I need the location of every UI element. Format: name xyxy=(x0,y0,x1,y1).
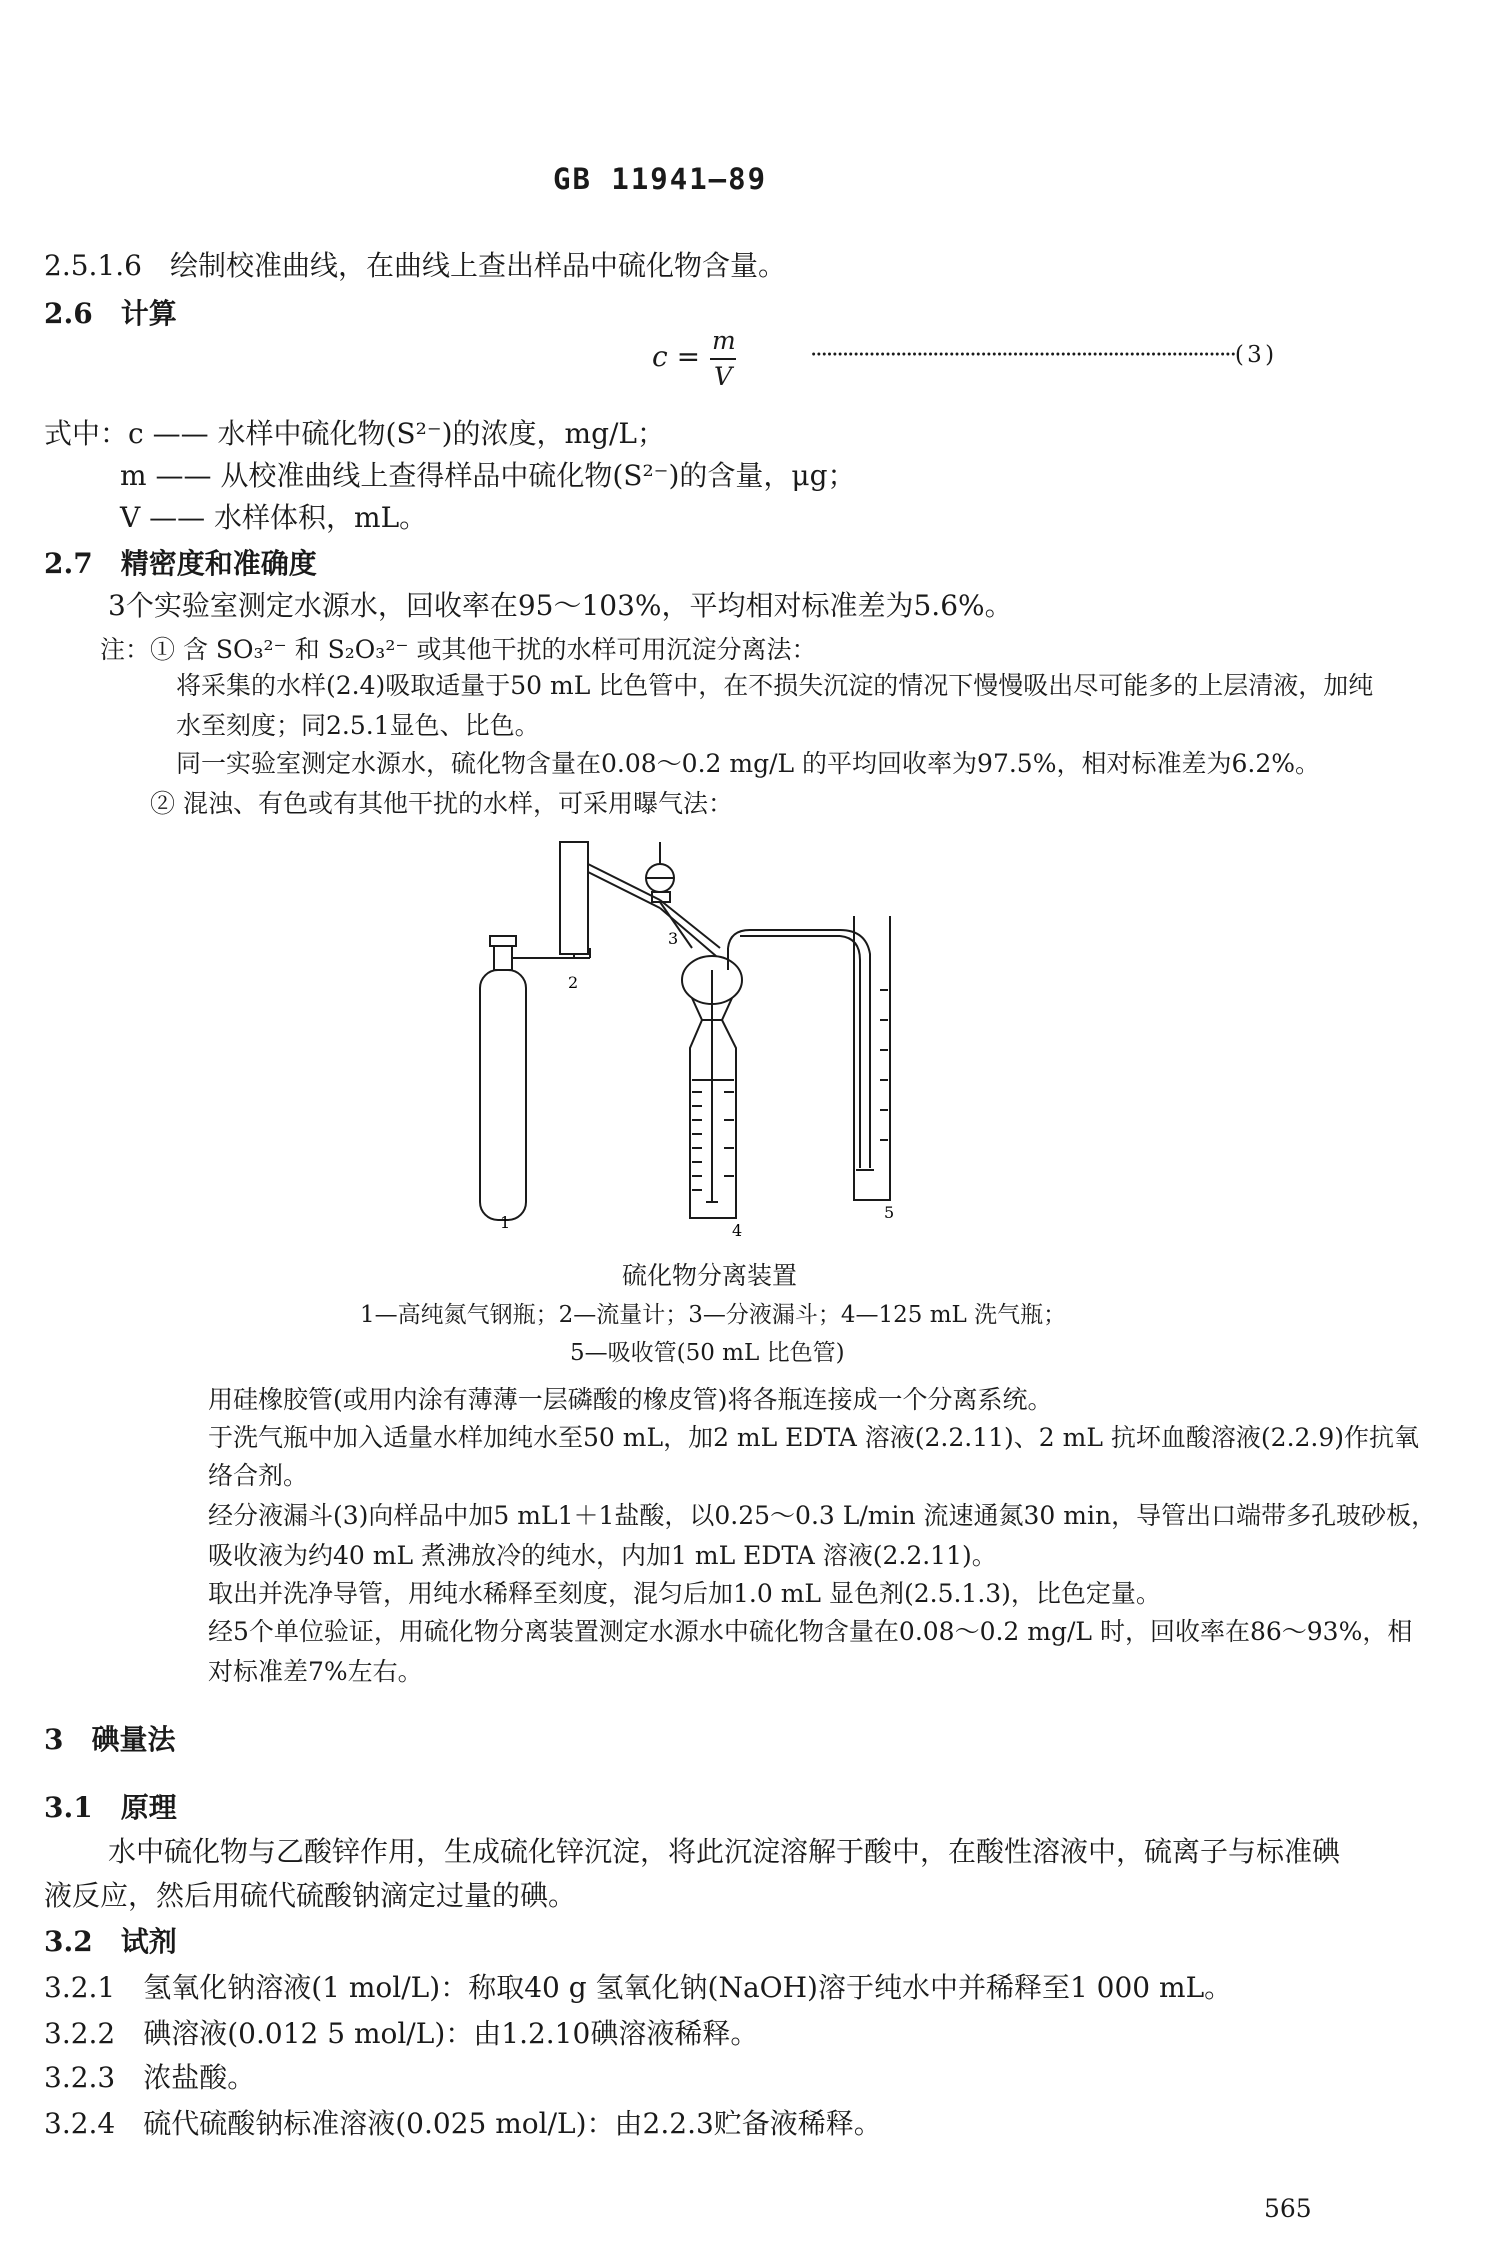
figure-title: 硫化物分离装置 xyxy=(622,1261,798,1290)
absorption-tube xyxy=(840,916,890,1200)
figure-caption-2: 5—吸收管(50 mL 比色管) xyxy=(570,1340,845,1366)
flow-meter xyxy=(560,842,720,958)
label-4: 4 xyxy=(732,1221,743,1240)
section-2-6-heading: 2.6 计算 xyxy=(44,297,177,330)
formula-numerator: m xyxy=(712,326,736,355)
section-3-2-1: 3.2.1 氢氧化钠溶液(1 mol/L)：称取40 g 氢氧化钠(NaOH)溶于纯水中并稀释至1 000 mL。 xyxy=(44,1971,1233,2004)
section-2-7-heading: 2.7 精密度和准确度 xyxy=(44,547,317,580)
where-c: 式中：c —— 水样中硫化物(S²⁻)的浓度，mg/L； xyxy=(44,417,666,450)
label-3: 3 xyxy=(668,929,679,948)
note-1-line-c: 水至刻度；同2.5.1显色、比色。 xyxy=(176,711,540,740)
paragraph-2a: 于洗气瓶中加入适量水样加纯水至50 mL，加2 mL EDTA 溶液(2.2.11)、2 mL 抗坏血酸溶液(2.2.9)作抗氧 xyxy=(208,1423,1420,1452)
note-1-intro: 注：① 含 SO₃²⁻ 和 S₂O₃²⁻ 或其他干扰的水样可用沉淀分离法： xyxy=(100,635,817,664)
paragraph-3b: 吸收液为约40 mL 煮沸放冷的纯水，内加1 mL EDTA 溶液(2.2.11)。 xyxy=(208,1541,997,1570)
paragraph-2b: 络合剂。 xyxy=(208,1461,309,1490)
section-3-1-line-b: 液反应，然后用硫代硫酸钠滴定过量的碘。 xyxy=(44,1879,577,1912)
note-2: ② 混浊、有色或有其他干扰的水样，可采用曝气法： xyxy=(150,789,733,818)
section-3-2-2: 3.2.2 碘溶液(0.012 5 mol/L)：由1.2.10碘溶液稀释。 xyxy=(44,2017,759,2050)
section-3-2-heading: 3.2 试剂 xyxy=(44,1925,177,1958)
label-2: 2 xyxy=(568,973,579,992)
page-number: 565 xyxy=(1264,2194,1312,2223)
label-5: 5 xyxy=(884,1203,895,1222)
where-m: m —— 从校准曲线上查得样品中硫化物(S²⁻)的含量，μg； xyxy=(120,459,856,492)
paragraph-1: 用硅橡胶管(或用内涂有薄薄一层磷酸的橡皮管)将各瓶连接成一个分离系统。 xyxy=(208,1385,1053,1414)
section-3-2-3: 3.2.3 浓盐酸。 xyxy=(44,2061,256,2094)
section-2-5-1-6: 2.5.1.6 绘制校准曲线，在曲线上查出样品中硫化物含量。 xyxy=(44,249,786,282)
where-v: V —— 水样体积，mL。 xyxy=(120,501,428,534)
document-header: GB 11941—89 xyxy=(553,162,768,196)
section-2-7-text: 3个实验室测定水源水，回收率在95～103%，平均相对标准差为5.6%。 xyxy=(108,589,1013,622)
section-3-heading: 3 碘量法 xyxy=(44,1723,176,1756)
gas-washing-bottle xyxy=(682,930,870,1218)
note-1-line-d: 同一实验室测定水源水，硫化物含量在0.08～0.2 mg/L 的平均回收率为97.5%，相对标准差为6.2%。 xyxy=(176,749,1320,778)
note-1-line-b: 将采集的水样(2.4)吸取适量于50 mL 比色管中，在不损失沉淀的情况下慢慢吸出尽可能多的上层清液，加纯 xyxy=(176,671,1374,700)
paragraph-5b: 对标准差7%左右。 xyxy=(208,1657,423,1686)
label-1: 1 xyxy=(500,1213,511,1232)
formula-denominator: V xyxy=(713,362,733,391)
formula-fraction-bar xyxy=(710,358,736,360)
formula-lhs: c = xyxy=(652,340,701,373)
formula-reference: ················································································( 3 ) xyxy=(810,342,1273,368)
paragraph-3a: 经分液漏斗(3)向样品中加5 mL1＋1盐酸，以0.25～0.3 L/min 流速通氮30 min，导管出口端带多孔玻砂板， xyxy=(208,1501,1437,1530)
paragraph-4: 取出并洗净导管，用纯水稀释至刻度，混匀后加1.0 mL 显色剂(2.5.1.3)，比色定量。 xyxy=(208,1579,1161,1608)
figure-caption-1: 1—高纯氮气钢瓶；2—流量计；3—分液漏斗；4—125 mL 洗气瓶； xyxy=(360,1302,1067,1328)
section-3-1-heading: 3.1 原理 xyxy=(44,1791,177,1824)
section-3-1-line-a: 水中硫化物与乙酸锌作用，生成硫化锌沉淀，将此沉淀溶解于酸中，在酸性溶液中，硫离子与标准碘 xyxy=(108,1835,1341,1868)
paragraph-5a: 经5个单位验证，用硫化物分离装置测定水源水中硫化物含量在0.08～0.2 mg/L 时，回收率在86～93%，相 xyxy=(208,1617,1413,1646)
separation-apparatus-figure xyxy=(440,820,1000,1240)
section-3-2-4: 3.2.4 硫代硫酸钠标准溶液(0.025 mol/L)：由2.2.3贮备液稀释。 xyxy=(44,2107,882,2140)
